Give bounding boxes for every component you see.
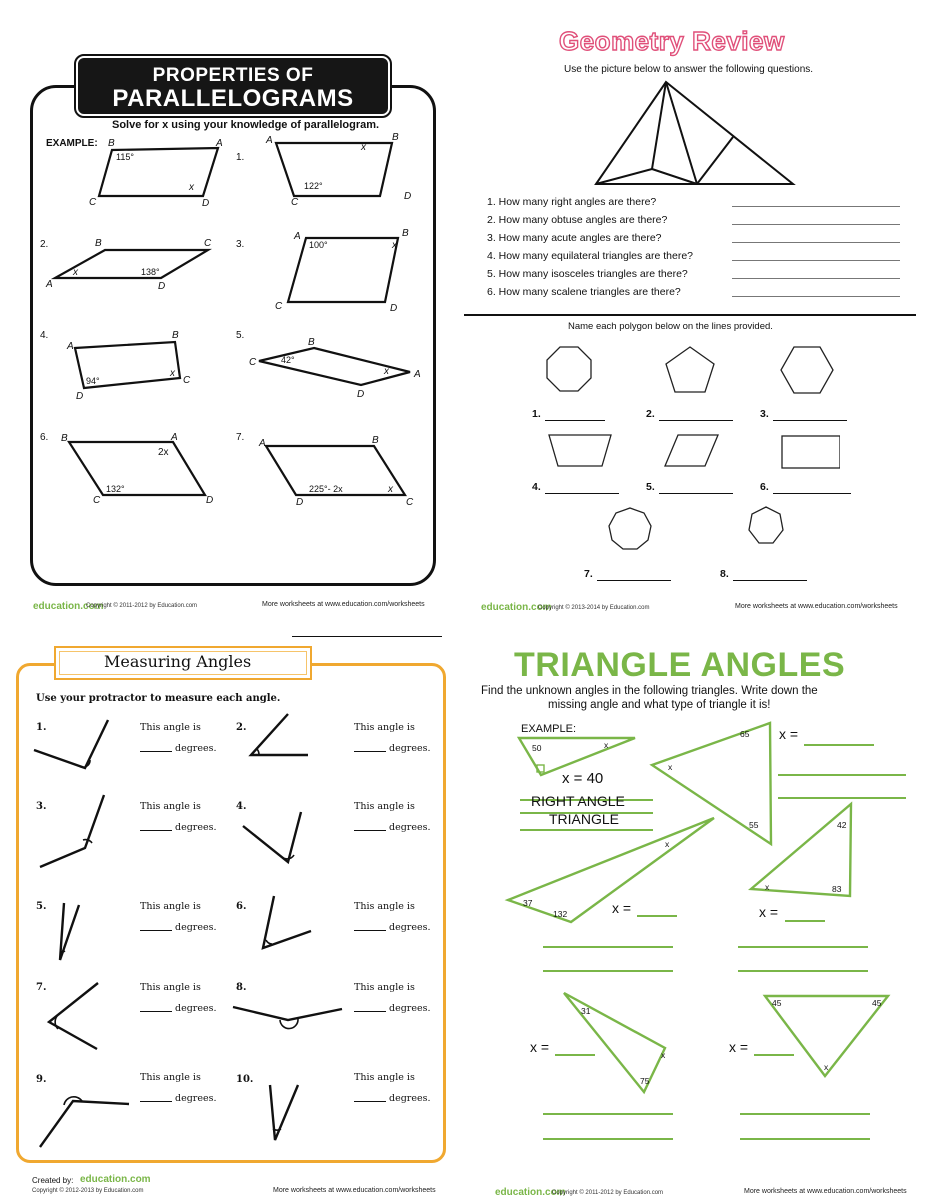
answer-1-unit: degrees. xyxy=(175,743,217,754)
answer-6-line xyxy=(354,930,386,931)
answer-5-line xyxy=(140,930,172,931)
p7-label-b: B xyxy=(372,435,379,446)
polygon-line-5 xyxy=(659,493,733,494)
polygon-line-8 xyxy=(733,580,807,581)
p5-label-c: C xyxy=(249,357,257,368)
p2-label-c: C xyxy=(204,238,212,249)
t5-type-line-1 xyxy=(740,1113,870,1115)
trapezoid xyxy=(549,435,611,466)
triangle-figure xyxy=(580,78,810,190)
polygon-instruction: Name each polygon below on the lines provided. xyxy=(568,321,773,332)
answer-2-text: This angle is xyxy=(354,722,415,733)
example-angle: 115° xyxy=(116,152,134,162)
footer-created: Created by: xyxy=(32,1176,74,1185)
section-divider xyxy=(464,314,916,316)
problem-3-num: 3. xyxy=(236,239,245,250)
hexagon xyxy=(781,347,833,393)
polygon-num-3: 3. xyxy=(760,408,769,420)
instruction: Solve for x using your knowledge of parallelogram. xyxy=(112,119,380,131)
t3-type-line-1 xyxy=(738,946,868,948)
t5-angle-a: 45 xyxy=(772,998,782,1008)
p3-label-d: D xyxy=(390,303,398,314)
p1-angle: 122° xyxy=(304,181,323,191)
triangle-title: TRIANGLE ANGLES xyxy=(514,646,846,684)
problem-1-num: 1. xyxy=(236,152,245,163)
answer-line-4 xyxy=(732,260,900,261)
answer-8-unit: degrees. xyxy=(389,1003,431,1014)
angle-figures xyxy=(0,0,460,1200)
angle-6 xyxy=(263,896,311,948)
polygon-num-1: 1. xyxy=(532,408,541,420)
p1-label-b: B xyxy=(392,132,399,143)
p2-label-a: A xyxy=(46,279,53,290)
polygon-num-7: 7. xyxy=(584,568,593,580)
footer-more: More worksheets at www.education.com/worksheets xyxy=(273,1187,436,1194)
t1-angle-a: 65 xyxy=(740,729,750,739)
polygon-num-8: 8. xyxy=(720,568,729,580)
answer-line-5 xyxy=(732,278,900,279)
question-2: 2. How many obtuse angles are there? xyxy=(487,214,668,226)
example-var: x xyxy=(189,182,194,193)
t2-x-line xyxy=(637,915,677,917)
problem-2-num: 2. xyxy=(40,239,49,250)
answer-5-text: This angle is xyxy=(140,901,201,912)
p5-label-b: B xyxy=(308,337,315,348)
p5-label-a: A xyxy=(414,369,421,380)
footer-more: More worksheets at www.education.com/worksheets xyxy=(735,603,898,610)
p7-label-a: A xyxy=(259,438,266,449)
angle-9 xyxy=(40,1101,129,1147)
p6-angle: 132° xyxy=(106,484,125,494)
parallelogram xyxy=(665,435,718,466)
problem-7-num: 7. xyxy=(236,432,245,443)
polygon-line-2 xyxy=(659,420,733,421)
t4-x-eq: x = xyxy=(530,1039,550,1055)
p2-angle: 138° xyxy=(141,267,160,277)
answer-10-line xyxy=(354,1101,386,1102)
p1-label-a: A xyxy=(266,135,273,146)
p3-angle: 100° xyxy=(309,240,328,250)
angle-num-4: 4. xyxy=(236,801,247,812)
angle-2 xyxy=(251,714,308,755)
problem-6-num: 6. xyxy=(40,432,49,443)
polygon-num-2: 2. xyxy=(646,408,655,420)
problem-5-num: 5. xyxy=(236,330,245,341)
t3-angle-b: 83 xyxy=(832,884,842,894)
polygon-num-5: 5. xyxy=(646,481,655,493)
footer-copyright: Copyright © 2011-2012 by Education.com xyxy=(552,1190,664,1196)
angle-num-3: 3. xyxy=(36,801,47,812)
footer-copyright: Copyright © 2011-2012 by Education.com xyxy=(86,603,198,609)
p7-label-c: C xyxy=(406,497,414,508)
t1-var: x xyxy=(668,762,673,772)
p2-label-d: D xyxy=(158,281,166,292)
p4-angle: 94° xyxy=(86,376,100,386)
p7-label-d: D xyxy=(296,497,304,508)
angle-3 xyxy=(40,795,104,867)
t2-x-eq: x = xyxy=(612,900,632,916)
triangle-4 xyxy=(564,993,665,1092)
p2-var: x xyxy=(73,267,78,278)
t2-angle-a: 37 xyxy=(523,898,533,908)
example-var: x xyxy=(604,740,609,750)
polygon-line-4 xyxy=(545,493,619,494)
p4-label-d: D xyxy=(76,391,84,402)
polygon-line-6 xyxy=(773,493,851,494)
t3-var: x xyxy=(765,882,770,892)
answer-4-line xyxy=(354,830,386,831)
p7-angle: 225°- 2x xyxy=(309,484,343,494)
example-label: EXAMPLE: xyxy=(46,138,98,149)
problem-4-num: 4. xyxy=(40,330,49,341)
measuring-instruction: Use your protractor to measure each angle. xyxy=(36,693,281,704)
footer-logo: education.com xyxy=(481,602,552,613)
answer-1-text: This angle is xyxy=(140,722,201,733)
answer-3-line xyxy=(140,830,172,831)
p3-label-b: B xyxy=(402,228,409,239)
polygon-line-7 xyxy=(597,580,671,581)
answer-7-unit: degrees. xyxy=(175,1003,217,1014)
t3-x-line xyxy=(785,920,825,922)
t4-angle-a: 31 xyxy=(581,1006,591,1016)
answer-3-text: This angle is xyxy=(140,801,201,812)
t4-var: x xyxy=(661,1050,666,1060)
t4-type-line-2 xyxy=(543,1138,673,1140)
angle-num-9: 9. xyxy=(36,1074,47,1085)
answer-1-line xyxy=(140,751,172,752)
answer-7-line xyxy=(140,1011,172,1012)
title-line2: PARALLELOGRAMS xyxy=(112,85,354,112)
p4-label-c: C xyxy=(183,375,191,386)
footer-copyright: Copyright © 2013-2014 by Education.com xyxy=(538,605,650,611)
p1-label-c: C xyxy=(291,197,299,208)
p6-var: 2x xyxy=(158,447,169,458)
footer-logo: education.com xyxy=(495,1187,566,1198)
answer-line-3 xyxy=(732,242,900,243)
answer-8-text: This angle is xyxy=(354,982,415,993)
t2-type-line-2 xyxy=(543,970,673,972)
footer-more: More worksheets at www.education.com/worksheets xyxy=(744,1188,907,1195)
t4-type-line-1 xyxy=(543,1113,673,1115)
question-4: 4. How many equilateral triangles are there? xyxy=(487,250,694,262)
example-label-c: C xyxy=(89,197,97,208)
title-line1: PROPERTIES OF xyxy=(152,65,314,86)
example-label-d: D xyxy=(202,198,210,209)
t2-type-line-1 xyxy=(543,946,673,948)
answer-5-unit: degrees. xyxy=(175,922,217,933)
t4-x-line xyxy=(555,1054,595,1056)
angle-4 xyxy=(243,812,301,862)
question-6: 6. How many scalene triangles are there? xyxy=(487,286,681,298)
t5-var: x xyxy=(824,1062,829,1072)
footer-logo: education.com xyxy=(33,601,104,612)
answer-10-text: This angle is xyxy=(354,1072,415,1083)
example-type-2: TRIANGLE xyxy=(549,811,620,827)
t1-angle-b: 55 xyxy=(749,820,759,830)
p4-var: x xyxy=(170,368,175,379)
polygon-line-3 xyxy=(773,420,847,421)
t4-angle-b: 75 xyxy=(640,1076,650,1086)
heptagon xyxy=(749,507,783,543)
geometry-instruction: Use the picture below to answer the following questions. xyxy=(564,64,814,75)
p4-label-b: B xyxy=(172,330,179,341)
t1-type-line-2 xyxy=(778,797,906,799)
p6-label-b: B xyxy=(61,433,68,444)
t1-x-line xyxy=(804,744,874,746)
angle-num-2: 2. xyxy=(236,722,247,733)
example-type-1: RIGHT ANGLE xyxy=(531,793,625,809)
p5-label-d: D xyxy=(357,389,365,400)
question-3: 3. How many acute angles are there? xyxy=(487,232,662,244)
footer-logo: education.com xyxy=(80,1174,151,1185)
t3-angle-a: 42 xyxy=(837,820,847,830)
p6-label-c: C xyxy=(93,495,101,506)
geometry-title: Geometry Review xyxy=(559,26,785,56)
t2-var: x xyxy=(665,839,670,849)
example-label-b: B xyxy=(108,138,115,149)
t5-x-line xyxy=(754,1054,794,1056)
answer-3-unit: degrees. xyxy=(175,822,217,833)
polygon-line-1 xyxy=(545,420,605,421)
p6-label-a: A xyxy=(171,432,178,443)
p6-label-d: D xyxy=(206,495,214,506)
answer-6-text: This angle is xyxy=(354,901,415,912)
triangle-instruction-2: missing angle and what type of triangle it is! xyxy=(548,699,771,711)
angle-8 xyxy=(233,1007,342,1020)
question-1: 1. How many right angles are there? xyxy=(487,196,657,208)
p5-angle: 42° xyxy=(281,355,295,365)
answer-line-6 xyxy=(732,296,900,297)
answer-4-unit: degrees. xyxy=(389,822,431,833)
t2-angle-b: 132 xyxy=(553,909,568,919)
p1-var: x xyxy=(361,142,366,153)
angle-10 xyxy=(270,1085,298,1140)
answer-line-1 xyxy=(732,206,900,207)
answer-7-text: This angle is xyxy=(140,982,201,993)
angle-num-10: 10. xyxy=(236,1074,254,1085)
rectangle xyxy=(782,436,840,468)
t5-type-line-2 xyxy=(740,1138,870,1140)
t5-angle-b: 45 xyxy=(872,998,882,1008)
p3-label-a: A xyxy=(294,231,301,242)
p3-label-c: C xyxy=(275,301,283,312)
angle-num-7: 7. xyxy=(36,982,47,993)
polygon-figures xyxy=(540,335,840,565)
t3-type-line-2 xyxy=(738,970,868,972)
octagon xyxy=(547,347,591,391)
t1-x-eq: x = xyxy=(779,726,799,742)
angle-num-8: 8. xyxy=(236,982,247,993)
t3-x-eq: x = xyxy=(759,904,779,920)
p3-var: x xyxy=(392,240,397,251)
polygon-num-6: 6. xyxy=(760,481,769,493)
p4-label-a: A xyxy=(67,341,74,352)
nonagon xyxy=(609,508,651,549)
angle-num-6: 6. xyxy=(236,901,247,912)
answer-line-2 xyxy=(732,224,900,225)
answer-9-unit: degrees. xyxy=(175,1093,217,1104)
triangle-2 xyxy=(508,818,714,922)
answer-4-text: This angle is xyxy=(354,801,415,812)
p7-var: x xyxy=(388,484,393,495)
p2-label-b: B xyxy=(95,238,102,249)
polygon-num-4: 4. xyxy=(532,481,541,493)
example-angle: 50 xyxy=(532,743,542,753)
example-answer: x = 40 xyxy=(562,770,604,787)
p5-var: x xyxy=(384,366,389,377)
triangle-instruction-1: Find the unknown angles in the following triangles. Write down the xyxy=(481,685,818,697)
answer-9-line xyxy=(140,1101,172,1102)
answer-6-unit: degrees. xyxy=(389,922,431,933)
angle-num-5: 5. xyxy=(36,901,47,912)
pentagon xyxy=(666,347,714,392)
example-label: EXAMPLE: xyxy=(521,723,577,735)
example-label-a: A xyxy=(216,138,223,149)
question-5: 5. How many isosceles triangles are there? xyxy=(487,268,688,280)
answer-2-line xyxy=(354,751,386,752)
answer-8-line xyxy=(354,1011,386,1012)
footer-copyright: Copyright © 2012-2013 by Education.com xyxy=(32,1188,144,1194)
t1-type-line-1 xyxy=(778,774,906,776)
answer-10-unit: degrees. xyxy=(389,1093,431,1104)
p1-label-d: D xyxy=(404,191,412,202)
measuring-title: Measuring Angles xyxy=(104,652,252,671)
footer-more: More worksheets at www.education.com/worksheets xyxy=(262,601,425,608)
t5-x-eq: x = xyxy=(729,1039,749,1055)
angle-num-1: 1. xyxy=(36,722,47,733)
answer-9-text: This angle is xyxy=(140,1072,201,1083)
answer-2-unit: degrees. xyxy=(389,743,431,754)
